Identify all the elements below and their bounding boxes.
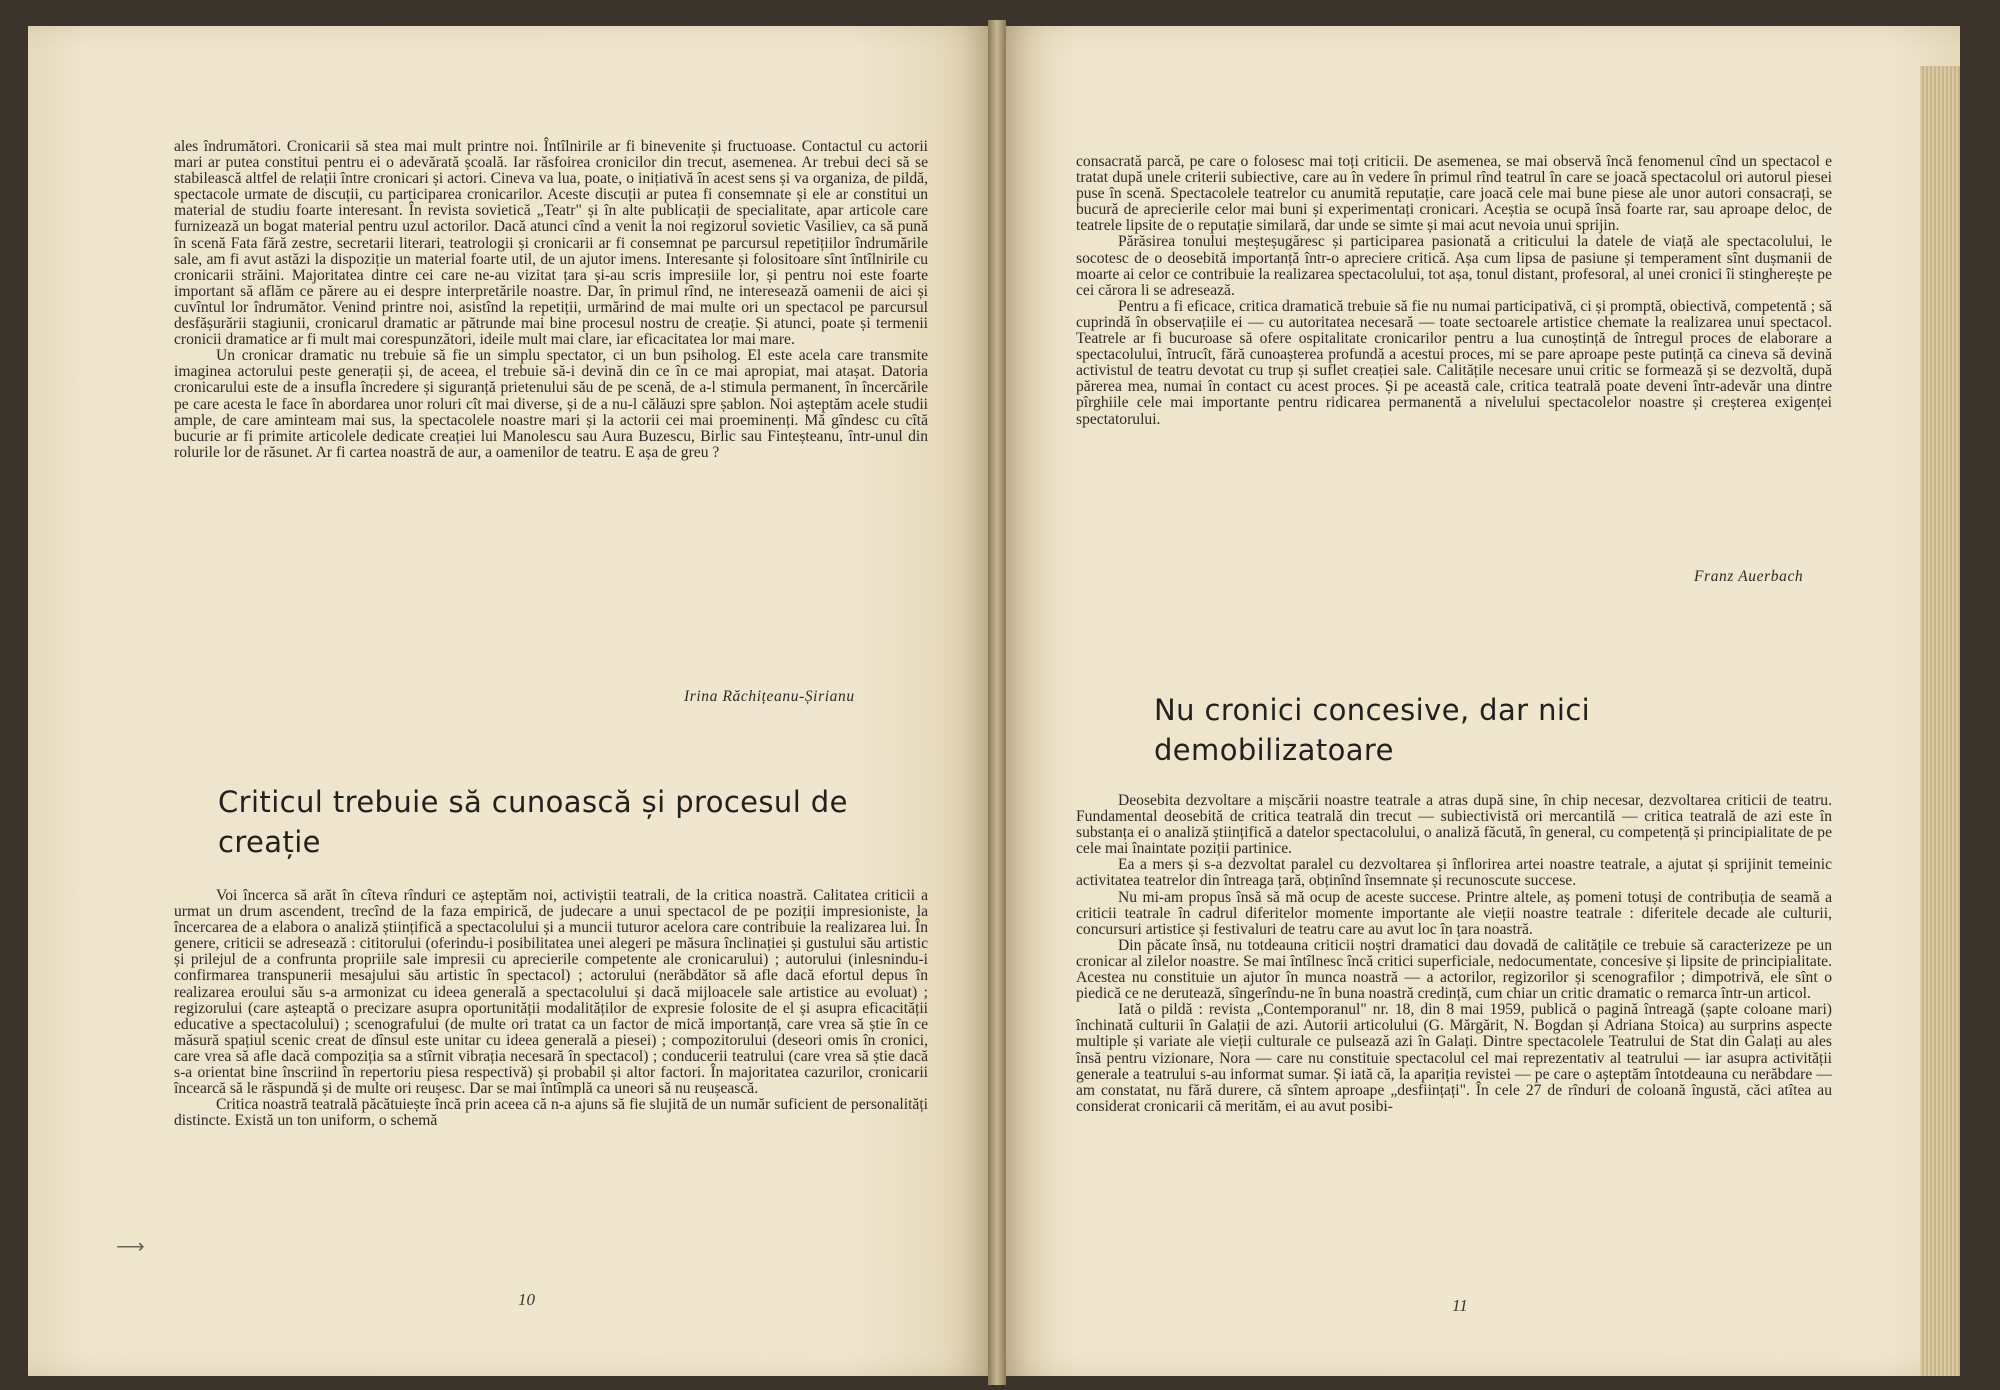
- right-article-paragraph-1: Deosebita dezvoltare a mișcării noastre teatrale a atras după sine, în chip necesar, dezvoltarea criticii de teatru. Fundamental deosebită de critica teatrală din trecut — subiectivistă ori mercantilă — critica teatrală de azi este în substanța ei o analiză științifică a datelor spectacolului, o analiză făcută, în general, cu competență și principialitate de pe cele mai înaintate poziții partinice.: [1076, 792, 1832, 858]
- right-article-paragraph-2: Ea a mers și s-a dezvoltat paralel cu dezvoltarea și înflorirea artei noastre teatrale, a ajutat și sprijinit temeinic activitatea teatrelor din întreaga țară, obținînd însemnate și recunoscute succese.: [1076, 856, 1832, 890]
- right-intro-text: [1076, 154, 1832, 428]
- right-article-text: [1076, 793, 1832, 1115]
- margin-arrow-mark: ⟶: [116, 1236, 145, 1258]
- right-page: [1000, 26, 1960, 1376]
- left-article-paragraph-2: Critica noastră teatrală păcătuiește încă prin aceea că n-a ajuns să fie slujită de un număr suficient de personalități distincte. Există un ton uniform, o schemă: [174, 1096, 928, 1130]
- left-page-number: 10: [518, 1290, 535, 1309]
- left-page: [28, 26, 992, 1376]
- left-article-heading: Criticul trebuie să cunoască și procesul de creație: [218, 785, 848, 859]
- right-article-paragraph-5: Iată o pildă : revista „Contemporanul" nr. 18, din 8 mai 1959, publică o pagină întreagă (șapte coloane mari) închinată culturii în Galații de azi. Autorii articolului (G. Mărgărit, N. Bogdan și Adriana Stoica) au surprins aspecte multiple și variate ale vieții culturale ce pulsează azi în Galați. Dintre spectacolele Teatrului de Stat din Galați au ales însă pentru vizionare, Nora — care nu constituie spectacolul cel mai reprezentativ al teatrului — iar asupra activității generale a teatrului s-au informat sumar. Și iată că, la apariția revistei — pe care o așteptăm întotdeauna cu nerăbdare — am constatat, nu fără durere, că sîntem aproape „desființați". În cele 27 de rînduri de coloană îngustă, căci atîtea au considerat cronicarii că merităm, ei au avut posibi-: [1076, 1001, 1832, 1115]
- left-intro-paragraph-2: Un cronicar dramatic nu trebuie să fie un simplu spectator, ci un bun psiholog. El este acela care transmite imaginea actorului peste generații și, de aceea, el trebuie să-i devină din ce în ce mai apropiat, mai atașat. Datoria cronicarului este de a insufla încredere și siguranță prietenului său de pe scenă, de a-l stimula permanent, în încercările pe care acesta le face în abordarea unor roluri cît mai diverse, și de a nu-l călăuzi spre șablon. Noi așteptăm acele studii ample, de care aminteam mai sus, la spectacolele noastre mari și la actorii cei mai proeminenți. Mă gîndesc cu cîtă bucurie ar fi primite articolele dedicate creației lui Manolescu sau Aura Buzescu, Birlic sau Finteșteanu, într-unul din rolurile lor de răsunet. Ar fi cartea noastră de aur, a oamenilor de teatru. E așa de greu ?: [174, 347, 928, 461]
- right-signature: Franz Auerbach: [1694, 568, 1804, 585]
- left-signature: Irina Răchițeanu-Șirianu: [684, 688, 855, 705]
- page-edges: [1920, 66, 1960, 1376]
- right-article-paragraph-3: Nu mi-am propus însă să mă ocup de aceste succese. Printre altele, aș pomeni totuși de contribuția de seamă a criticii teatrale în cadrul diferitelor momente importante ale vieții noastre teatrale : diferitele decade ale culturii, concursuri artistice și festivaluri de teatru care au avut loc în țara noastră.: [1076, 888, 1832, 938]
- right-intro-paragraph-2: Părăsirea tonului meșteșugăresc și participarea pasionată a criticului la datele de viață ale spectacolului, le socotesc de o deosebită importanță într-o apreciere critică. Așa cum lipsa de pasiune și temperament sînt dușmanii de moarte ai celor ce contribuie la realizarea spectacolului, tot așa, tonul distant, profesoral, al unei cronici îi stingherește pe cei cărora li se adresează.: [1076, 233, 1832, 299]
- right-page-number: 11: [1452, 1296, 1468, 1315]
- left-intro-paragraph-1: ales îndrumători. Cronicarii să stea mai mult printre noi. Întîlnirile ar fi binevenite și fructuoase. Contactul cu actorii mari ar putea constitui pentru ei o adevărată școală. Iar răsfoirea cronicilor din trecut, asemenea. Ar trebui deci să se stabilească altfel de relații între cronicari și actori. Cineva va lua, poate, o inițiativă în acest sens și va organiza, de pildă, spectacole urmate de discuții, cu participarea cronicarilor. Aceste discuții ar putea fi consemnate și ele ar constitui un material de studiu foarte interesant. În revista sovietică „Teatr" și în alte publicații de specialitate, apar articole care furnizează un bogat material pentru uzul actorilor. Dacă atunci cînd a venit la noi regizorul sovietic Vasiliev, ca să pună în scenă Fata fără zestre, secretarii literari, teatrologii și cronicarii ar fi consemnat pe parcursul repetițiilor îndrumările sale, am fi avut astăzi la dispoziție un material foarte util, de un ajutor imens. Interesante și folositoare sînt întîlnirile cu cronicarii străini. Majoritatea dintre cei care ne-au vizitat țara și-au scris impresiile lor, și pentru noi este foarte important să aflăm ce părere au ei despre interpretările noastre. Dar, în primul rînd, ne interesează oamenii de aici și cuvîntul lor îndrumător. Venind printre noi, asistînd la repetiții, urmărind de mai multe ori un spectacol pe parcursul desfășurării stagiunii, cronicarul dramatic ar pătrunde mai bine procesul nostru de creație. Și atunci, poate și termenii cronicii dramatice ar fi mult mai corespunzători, ideile mult mai clare, iar eficacitatea lor mai mare.: [174, 138, 928, 349]
- right-article-paragraph-4: Din păcate însă, nu totdeauna criticii noștri dramatici dau dovadă de calitățile ce trebuie să caracterizeze pe un cronicar al zilelor noastre. Se mai întîlnesc încă critici superficiale, nedocumentate, concesive și lipsite de principialitate. Acestea nu constituie un ajutor în munca noastră — a actorilor, regizorilor și scenografilor ; dimpotrivă, ele sînt o piedică ce ne derutează, sîngerîndu-ne în buna noastră credință, cum chiar un critic dramatic o remarca într-un articol.: [1076, 936, 1832, 1003]
- book-gutter: [988, 20, 1006, 1385]
- left-intro-text: [174, 139, 928, 461]
- left-article-paragraph-1: Voi încerca să arăt în cîteva rînduri ce așteptăm noi, activiștii teatrali, de la critica noastră. Calitatea criticii a urmat un drum ascendent, trecînd de la faza empirică, de judecare a unui spectacol de pe poziții impresioniste, la încercarea de a elabora o analiză științifică a spectacolului și a muncii tuturor acelora care contribuie la realizarea lui. În genere, criticii se adresează : cititorului (oferindu-i posibilitatea unei alegeri pe măsura înclinației și gustului său artistic și prilejul de a confrunta propriile sale impresii cu aprecierile competente ale cronicarului) ; autorului (inlesnindu-i confirmarea transpunerii mesajului său artistic în spectacol) ; actorului (nerăbdător să afle dacă efortul depus în realizarea eroului său s-a armonizat cu ideea generală a spectacolului și dacă mijloacele sale artistice au evoluat) ; regizorului (care așteaptă o precizare asupra oportunității modalităților de expresie folosite de el și asupra eficacității educative a spectacolului) ; scenografului (de multe ori tratat ca un factor de mică importanță, care vrea să știe în ce măsură spațiul scenic creat de dînsul este unitar cu ideea generală a piesei) ; compozitorului (deseori omis în cronici, care vrea să afle dacă compoziția sa a stîrnit vibrația necesară în spectacol) ; conducerii teatrului (care vrea să știe dacă s-a orientat bine înscriind în repertoriu piesa respectivă) și probabil și altor factori. În majoritatea cazurilor, cronicarii încearcă să le răspundă și de multe ori reușesc. Dar se mai întîmplă ca uneori să nu reușească.: [174, 887, 928, 1098]
- right-intro-paragraph-1: consacrată parcă, pe care o folosesc mai toți criticii. De asemenea, se mai observă încă fenomenul cînd un spectacol e tratat după unele criterii subiective, care au în vedere în primul rînd teatrul în care se joacă spectacolul ori autorul piesei puse în scenă. Spectacolele teatrelor cu anumită reputație, care joacă cele mai bune piese ale unor autori consacrați, se bucură de aprecierile celor mai buni și experimentați cronicari. Aceștia se ocupă însă foarte rar, sau aproape deloc, de teatrele lipsite de o reputație similară, dar unde se simte și mai acut nevoia unui sprijin.: [1076, 153, 1832, 235]
- right-intro-paragraph-3: Pentru a fi eficace, critica dramatică trebuie să fie nu numai participativă, ci și promptă, obiectivă, competentă ; să cuprindă în observațiile ei — cu autoritatea necesară — toate sectoarele artistice chemate la realizarea unui spectacol. Teatrele ar fi bucuroase să ofere ospitalitate cronicarilor pentru a lua cunoștință de întregul proces de elaborare a spectacolului, întrucît, fără cunoașterea profundă a acestui proces, mi se pare aproape peste putință ca cineva să devină activistul de teatru devotat cu trup și suflet creației sale. Calitățile necesare unui critic se formează și se dezvoltă, după părerea mea, numai în contact cu acest proces. Și pe această cale, critica teatrală poate deveni într-adevăr una dintre pîrghiile cele mai importante pentru ridicarea permanentă a nivelului spectacolelor noastre și creșterea exigenței spectatorului.: [1076, 297, 1832, 428]
- left-article-text: [174, 888, 928, 1129]
- right-article-heading: Nu cronici concesive, dar nici demobilizatoare: [1154, 693, 1591, 767]
